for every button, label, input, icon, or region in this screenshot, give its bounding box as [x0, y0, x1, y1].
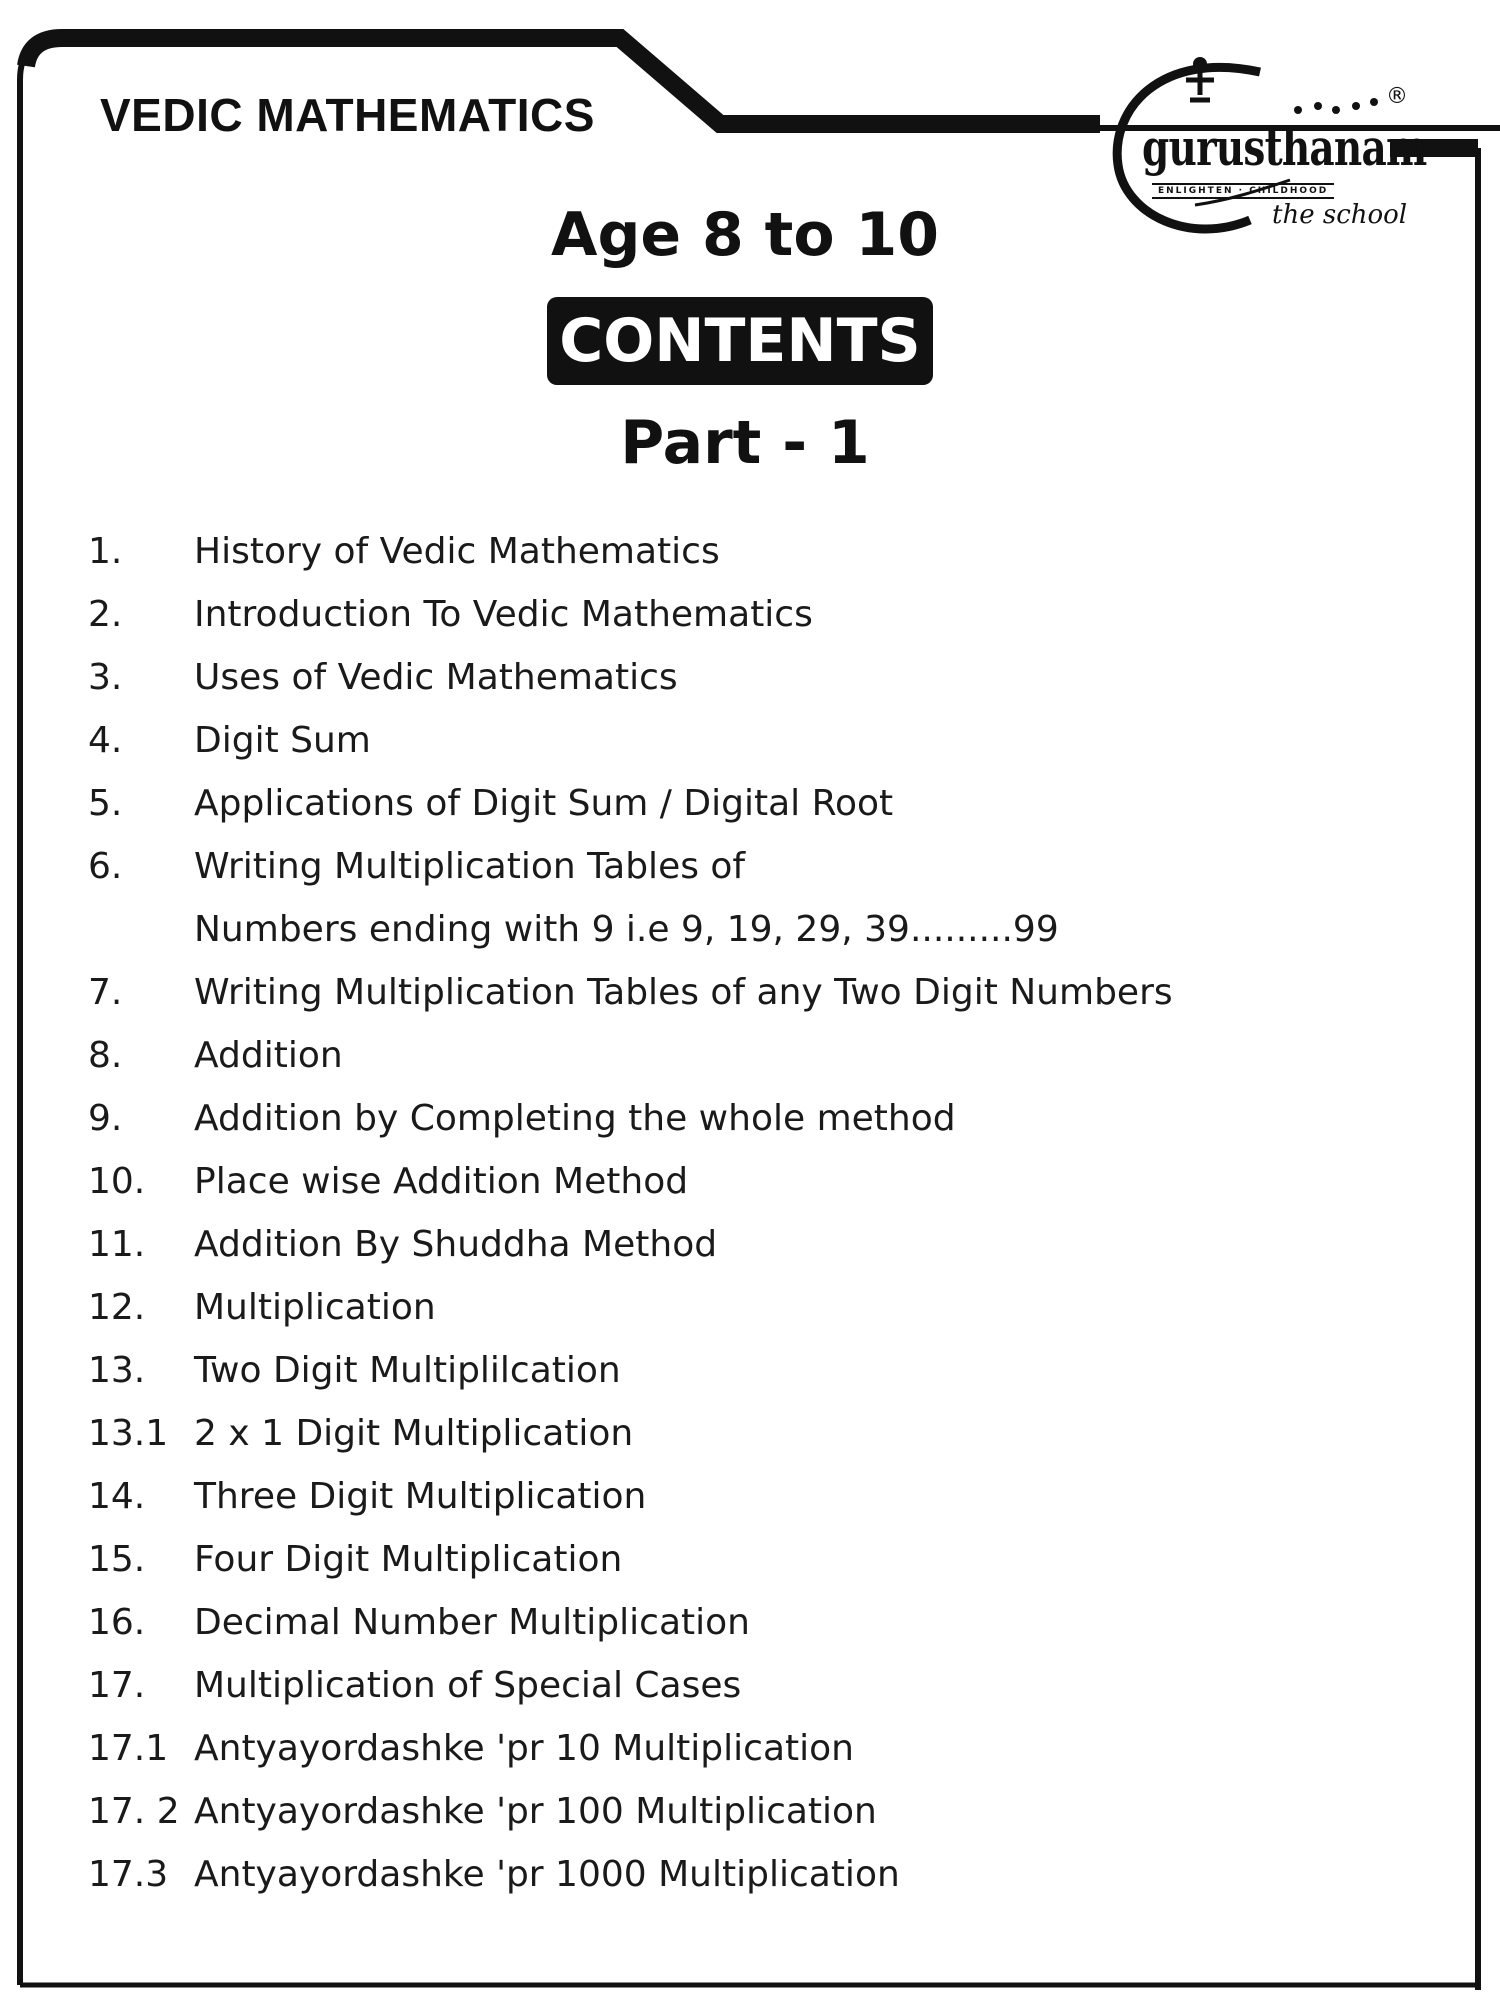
toc-item: [88, 709, 1188, 772]
toc-title: Antyayordashke 'pr 10 Multiplication: [194, 1728, 854, 1769]
toc-item: [88, 1780, 1188, 1843]
toc-item: [88, 520, 1188, 583]
toc-item: [88, 1213, 1188, 1276]
toc-title: Three Digit Multiplication: [194, 1476, 647, 1517]
toc-number: 16.: [88, 1602, 146, 1643]
toc-title: Addition by Completing the whole method: [194, 1098, 956, 1139]
toc-item: [88, 1087, 1188, 1150]
registered-mark: ®: [1386, 84, 1408, 109]
toc-title: Antyayordashke 'pr 1000 Multiplication: [194, 1854, 900, 1895]
header-title: VEDIC MATHEMATICS: [100, 89, 595, 141]
toc-number: 4.: [88, 720, 123, 761]
toc-item: [88, 1402, 1188, 1465]
toc-title: Introduction To Vedic Mathematics: [194, 594, 813, 635]
toc-title: Multiplication: [194, 1287, 436, 1328]
toc-item: [88, 1591, 1188, 1654]
toc-title: Digit Sum: [194, 720, 371, 761]
toc-number: 5.: [88, 783, 123, 824]
part-heading: Part - 1: [620, 408, 870, 478]
toc-title: Decimal Number Multiplication: [194, 1602, 750, 1643]
toc-title: Four Digit Multiplication: [194, 1539, 623, 1580]
toc-number: 12.: [88, 1287, 146, 1328]
toc-item: [88, 1843, 1188, 1906]
toc-item-continuation: [88, 898, 1188, 961]
toc-title: History of Vedic Mathematics: [194, 531, 720, 572]
toc-item: [88, 1024, 1188, 1087]
toc-item: [88, 1654, 1188, 1717]
toc-number: 17. 2: [88, 1791, 180, 1832]
toc-number: 7.: [88, 972, 123, 1013]
toc-title: Multiplication of Special Cases: [194, 1665, 742, 1706]
toc-number: 17.1: [88, 1728, 169, 1769]
toc-number: 14.: [88, 1476, 146, 1517]
toc-item: [88, 646, 1188, 709]
toc-title: Writing Multiplication Tables of: [194, 846, 746, 887]
toc-number: 15.: [88, 1539, 146, 1580]
toc-title: Addition: [194, 1035, 343, 1076]
toc-item: [88, 1717, 1188, 1780]
toc-item: [88, 772, 1188, 835]
toc-item: [88, 1465, 1188, 1528]
toc-number: 1.: [88, 531, 123, 572]
toc-number: 6.: [88, 846, 123, 887]
toc-title: Two Digit Multiplilcation: [194, 1350, 621, 1391]
toc-number: 10.: [88, 1161, 146, 1202]
toc-title: Antyayordashke 'pr 100 Multiplication: [194, 1791, 877, 1832]
toc-number: 17.: [88, 1665, 146, 1706]
logo-tagline: ENLIGHTEN · CHILDHOOD: [1152, 183, 1334, 199]
toc-item: [88, 835, 1188, 898]
toc-title: Place wise Addition Method: [194, 1161, 689, 1202]
age-heading: Age 8 to 10: [551, 200, 939, 270]
toc-number: 2.: [88, 594, 123, 635]
toc-item: [88, 583, 1188, 646]
toc-number: 13.1: [88, 1413, 169, 1454]
toc-number: 17.3: [88, 1854, 169, 1895]
toc-title: Numbers ending with 9 i.e 9, 19, 29, 39.........99: [194, 909, 1059, 950]
contents-label: CONTENTS: [547, 297, 933, 385]
toc-number: 13.: [88, 1350, 146, 1391]
toc-number: 3.: [88, 657, 123, 698]
toc-number: 8.: [88, 1035, 123, 1076]
toc-number: 11.: [88, 1224, 146, 1265]
toc-title: Addition By Shuddha Method: [194, 1224, 718, 1265]
toc-title: Applications of Digit Sum / Digital Root: [194, 783, 894, 824]
toc-item: [88, 1150, 1188, 1213]
toc-title: Writing Multiplication Tables of any Two Digit Numbers: [194, 972, 1173, 1013]
toc-item: [88, 1528, 1188, 1591]
logo-name: gurusthanam: [1142, 118, 1427, 177]
logo-subtitle: the school: [1272, 200, 1408, 230]
toc-item: [88, 1339, 1188, 1402]
toc-title: Uses of Vedic Mathematics: [194, 657, 678, 698]
toc-number: 9.: [88, 1098, 123, 1139]
toc-item: [88, 961, 1188, 1024]
table-of-contents: [88, 520, 1188, 1906]
toc-title: 2 x 1 Digit Multiplication: [194, 1413, 634, 1454]
toc-item: [88, 1276, 1188, 1339]
